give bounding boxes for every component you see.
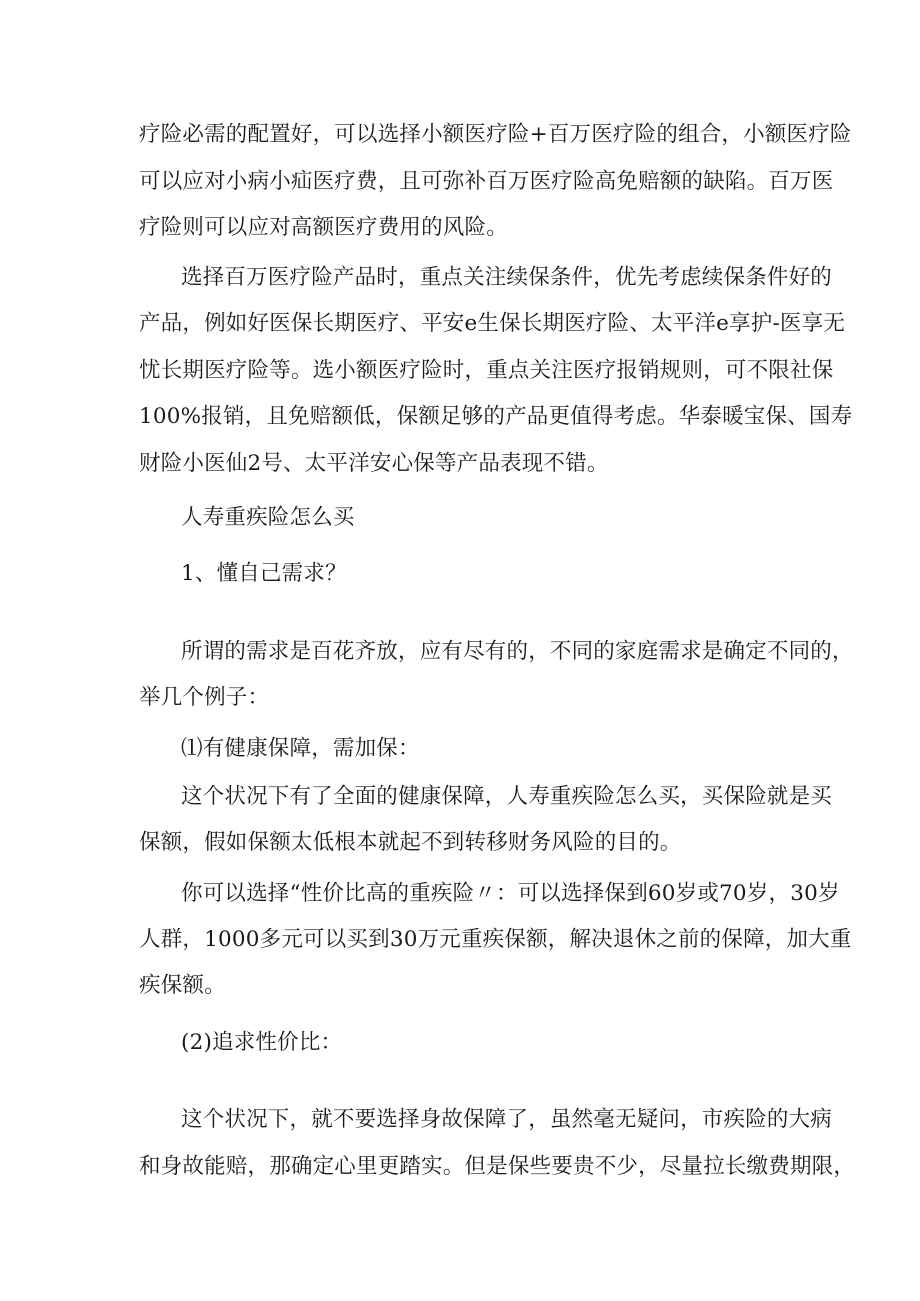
section-heading: 人寿重疾险怎么买	[181, 505, 355, 530]
paragraph-1-line-2: 可以应对小病小疝医疗费，且可弥补百万医疗险高免赔额的缺陷。百万医	[139, 169, 834, 194]
paragraph-choice-line-3: 疾保额。	[139, 973, 226, 998]
subheading-1: 1、懂自己需求？	[181, 561, 347, 586]
paragraph-1-line-1: 疗险必需的配置好，可以选择小额医疗险+百万医疗险的组合，小额医疗险	[139, 122, 852, 147]
paragraph-value-line-2: 和身故能赔，那确定心里更踏实。但是保些要贵不少，尽量拉长缴费期限，	[139, 1154, 856, 1179]
paragraph-choice-line-1: 你可以选择“性价比高的重疾险〃：可以选择保到60岁或70岁，30岁	[181, 881, 840, 906]
list-item-1: ⑴有健康保障，需加保：	[181, 736, 420, 761]
paragraph-needs-line-1: 所谓的需求是百花齐放，应有尽有的，不同的家庭需求是确定不同的，	[181, 639, 854, 664]
paragraph-2-line-5: 财险小医仙2号、太平洋安心保等产品表现不错。	[139, 451, 609, 476]
list-item-2: (2)追求性价比：	[181, 1030, 343, 1055]
paragraph-coverage-line-1: 这个状况下有了全面的健康保障，人寿重疾险怎么买，买保险就是买	[181, 784, 833, 809]
paragraph-2-line-1: 选择百万医疗险产品时，重点关注续保条件，优先考虑续保条件好的	[181, 265, 833, 290]
paragraph-1-line-3: 疗险则可以应对高额医疗费用的风险。	[139, 215, 508, 240]
paragraph-2-line-4: 100%报销，且免赔额低，保额足够的产品更值得考虑。华泰暖宝保、国寿	[139, 404, 853, 429]
paragraph-needs-line-2: 举几个例子：	[139, 685, 270, 710]
paragraph-2-line-3: 忧长期医疗险等。选小额医疗险时，重点关注医疗报销规则，可不限社保	[139, 358, 834, 383]
paragraph-2-line-2: 产品，例如好医保长期医疗、平安e生保长期医疗险、太平洋e享护-医享无	[139, 311, 846, 336]
paragraph-value-line-1: 这个状况下，就不要选择身故保障了，虽然毫无疑问，市疾险的大病	[181, 1107, 833, 1132]
paragraph-coverage-line-2: 保额，假如保额太低根本就起不到转移财务风险的目的。	[139, 830, 682, 855]
paragraph-choice-line-2: 人群，1000多元可以买到30万元重疾保额，解决退休之前的保障，加大重	[139, 927, 852, 952]
